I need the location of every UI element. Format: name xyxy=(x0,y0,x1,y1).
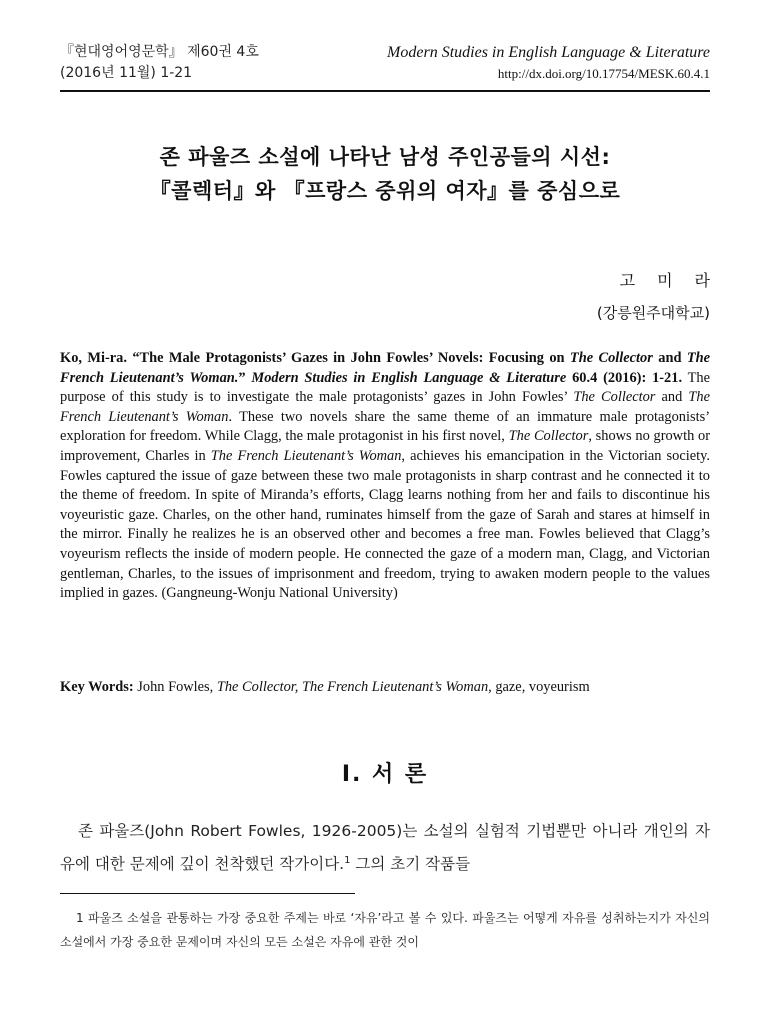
body-paragraph xyxy=(60,816,710,879)
footnote xyxy=(60,906,710,954)
journal-name-en: Modern Studies in English Language & Literature xyxy=(387,44,710,61)
paper-title xyxy=(60,140,710,208)
citation-and: and xyxy=(652,350,687,366)
abstract-text-4: , shows no growth or improvement, Charles in xyxy=(60,428,710,464)
issue-date: (2016년 11월) 1-21 xyxy=(60,65,193,81)
title-line-2: 『콜렉터』와 『프랑스 중위의 여자』를 중심으로 xyxy=(149,179,621,203)
citation-volume: 60.4 (2016): 1-21. xyxy=(566,369,683,386)
footnote-text: 파울즈 소설을 관통하는 가장 중요한 주제는 바로 ‘자유’라고 볼 수 있다. 파울즈는 어떻게 자유를 성취하는지가 자신의 소설에서 가장 중요한 문제이며 자신의 모든 소설은 자유에 관한 것이 xyxy=(60,911,710,949)
keywords-label: Key Words: xyxy=(60,679,134,695)
citation-work-2: The French Lieutenant’s Woman. xyxy=(60,350,711,386)
body-text-1: 존 파울즈(John Robert Fowles, 1926-2005)는 소설의 실험적 기법뿐만 아니라 개인의 자유에 대한 문제에 깊이 천착했던 작가이다. xyxy=(60,822,710,874)
abstract-text-1: The purpose of this study is to investigate the male protagonists’ gazes in John Fowles’ xyxy=(60,369,710,406)
author-name: 고미라 xyxy=(619,271,732,290)
keyword-author: John Fowles, xyxy=(133,679,217,695)
doi-link[interactable]: http://dx.doi.org/10.17754/MESK.60.4.1 xyxy=(497,66,710,81)
body-text-2: 그의 초기 작품들 xyxy=(350,855,471,874)
footnote-divider xyxy=(60,893,355,894)
citation-quote-end: ” xyxy=(238,369,252,386)
citation-work-1: The Collector xyxy=(569,350,653,366)
title-line-1: 존 파울즈 소설에 나타난 남성 주인공들의 시선: xyxy=(159,145,611,169)
keyword-works: The Collector, The French Lieutenant’s Woman, xyxy=(216,679,492,695)
journal-header-english xyxy=(387,42,710,84)
journal-name-kr: 『현대영어영문학』 제60권 4호 xyxy=(60,44,259,60)
section-heading: I. 서 론 xyxy=(341,762,429,787)
header-divider xyxy=(60,90,710,92)
footnote-reference[interactable]: 1 xyxy=(344,855,351,866)
citation-title-pre: “The Male Protagonists’ Gazes in John Fowles’ Novels: Focusing on xyxy=(132,350,570,366)
citation-author: Ko, Mi-ra. xyxy=(60,350,127,366)
abstract-work-1-again: The Collector xyxy=(508,428,589,445)
abstract-work-2: The French Lieutenant’s Woman xyxy=(60,389,710,425)
keyword-terms: gaze, voyeurism xyxy=(491,679,590,695)
footnote-mark: 1 xyxy=(76,911,84,925)
abstract xyxy=(60,349,710,604)
abstract-work-2-again: The French Lieutenant’s Woman xyxy=(210,447,402,464)
abstract-text-2: and xyxy=(655,389,689,406)
abstract-work-1: The Collector xyxy=(573,389,656,406)
abstract-text-5: , achieves his emancipation in the Victorian society. Fowles captured the issue of gaze between these two male protagonists in sharp contrast and he connected it to the theme of freedom. In spite of Miranda’s efforts, Clagg learns nothing from her and fails to discontinue his voyeuristic gaze. Charles, on the other hand, ruminates himself from the gaze of Sarah and stares at himself in the mirror. Finally he realizes he is an observed other and becomes a free man. Fowles believed that Clagg’s voyeurism reflects the inside of modern people. He connected the gaze of a modern man, Clagg, and Victorian gentleman, Charles, to the issues of imprisonment and freedom, trying to awaken modern people to the values implied in gazes. (Gangneung-Wonju National University) xyxy=(60,447,710,602)
citation-journal: Modern Studies in English Language & Literature xyxy=(251,369,567,386)
abstract-text-3: . These two novels share the same theme of an immature male protagonists’ exploration for freedom. While Clagg, the male protagonist in his first novel, xyxy=(60,408,710,445)
keywords xyxy=(60,679,710,696)
author-affiliation: (강릉원주대학교) xyxy=(596,304,710,322)
journal-header-korean xyxy=(60,42,259,84)
